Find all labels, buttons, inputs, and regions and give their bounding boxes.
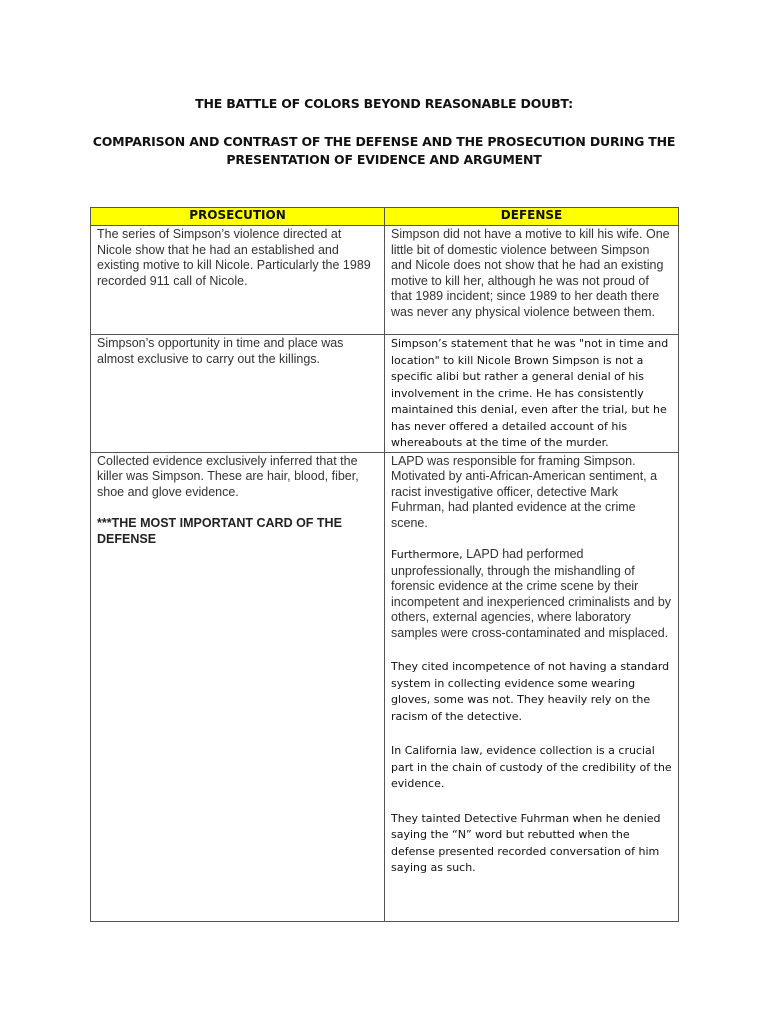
column-header-prosecution: PROSECUTION [91, 208, 385, 226]
cell-text: They cited incompetence of not having a standard system in collecting evidence some wearing gloves, some was not. They heavily rely on the racism of the detective. [391, 660, 670, 723]
prosecution-cell [91, 335, 385, 453]
cell-text: Simpson’s statement that he was "not in time and location" to kill Nicole Brown Simpson is not a specific alibi but rather a general denial of his involvement in the crime. He has consistently maintained this denial, even after the trial, but he has never offered a detailed account of his whereabouts at the time of the murder. [391, 337, 669, 449]
cell-text: Simpson’s opportunity in time and place was almost exclusive to carry out the killings. [97, 336, 344, 366]
table-row [91, 452, 679, 921]
cell-text: In California law, evidence collection is a crucial part in the chain of custody of the credibility of the evidence. [391, 744, 672, 790]
cell-text: LAPD had performed unprofessionally, through the mishandling of forensic evidence at the crime scene by their incompetent and inexperienced criminalists and by others, external agencies, where laboratory samples were cross-contaminated and misplaced. [391, 547, 672, 640]
table-header-row [91, 208, 679, 226]
prosecution-cell [91, 226, 385, 335]
prosecution-cell [91, 452, 385, 921]
cell-text: Simpson did not have a motive to kill his wife. One little bit of domestic violence between Simpson and Nicole does not show that he had an existing motive to kill her, although he was not proud of that 1989 incident; since 1989 to her death there was never any physical violence between them. [391, 227, 670, 319]
cell-text: LAPD was responsible for framing Simpson. Motivated by anti-African-American sentiment, a racist investigative officer, detective Mark Fuhrman, had planted evidence at the crime scene. [391, 453, 658, 530]
table-row [91, 335, 679, 453]
defense-cell [385, 452, 679, 921]
defense-cell [385, 335, 679, 453]
cell-text: Collected evidence exclusively inferred that the killer was Simpson. These are hair, blood, fiber, shoe and glove evidence. [97, 453, 359, 499]
defense-card-note: ***THE MOST IMPORTANT CARD OF THE DEFENSE [97, 516, 342, 546]
comparison-table [90, 207, 679, 922]
document-subtitle: COMPARISON AND CONTRAST OF THE DEFENSE AND THE PROSECUTION DURING THE PRESENTATION OF EVIDENCE AND ARGUMENT [92, 134, 676, 167]
cell-text: They tainted Detective Fuhrman when he denied saying the “N” word but rebutted when the defense presented recorded conversation of him saying as such. [391, 811, 661, 874]
defense-cell [385, 226, 679, 335]
table-row [91, 226, 679, 335]
column-header-defense: DEFENSE [385, 208, 679, 226]
document-title: THE BATTLE OF COLORS BEYOND REASONABLE DOUBT: [195, 96, 573, 111]
cell-text: The series of Simpson’s violence directed at Nicole show that he had an established and existing motive to kill Nicole. Particularly the 1989 recorded 911 call of Nicole. [97, 227, 371, 288]
cell-lead-text: Furthermore, [391, 548, 463, 561]
